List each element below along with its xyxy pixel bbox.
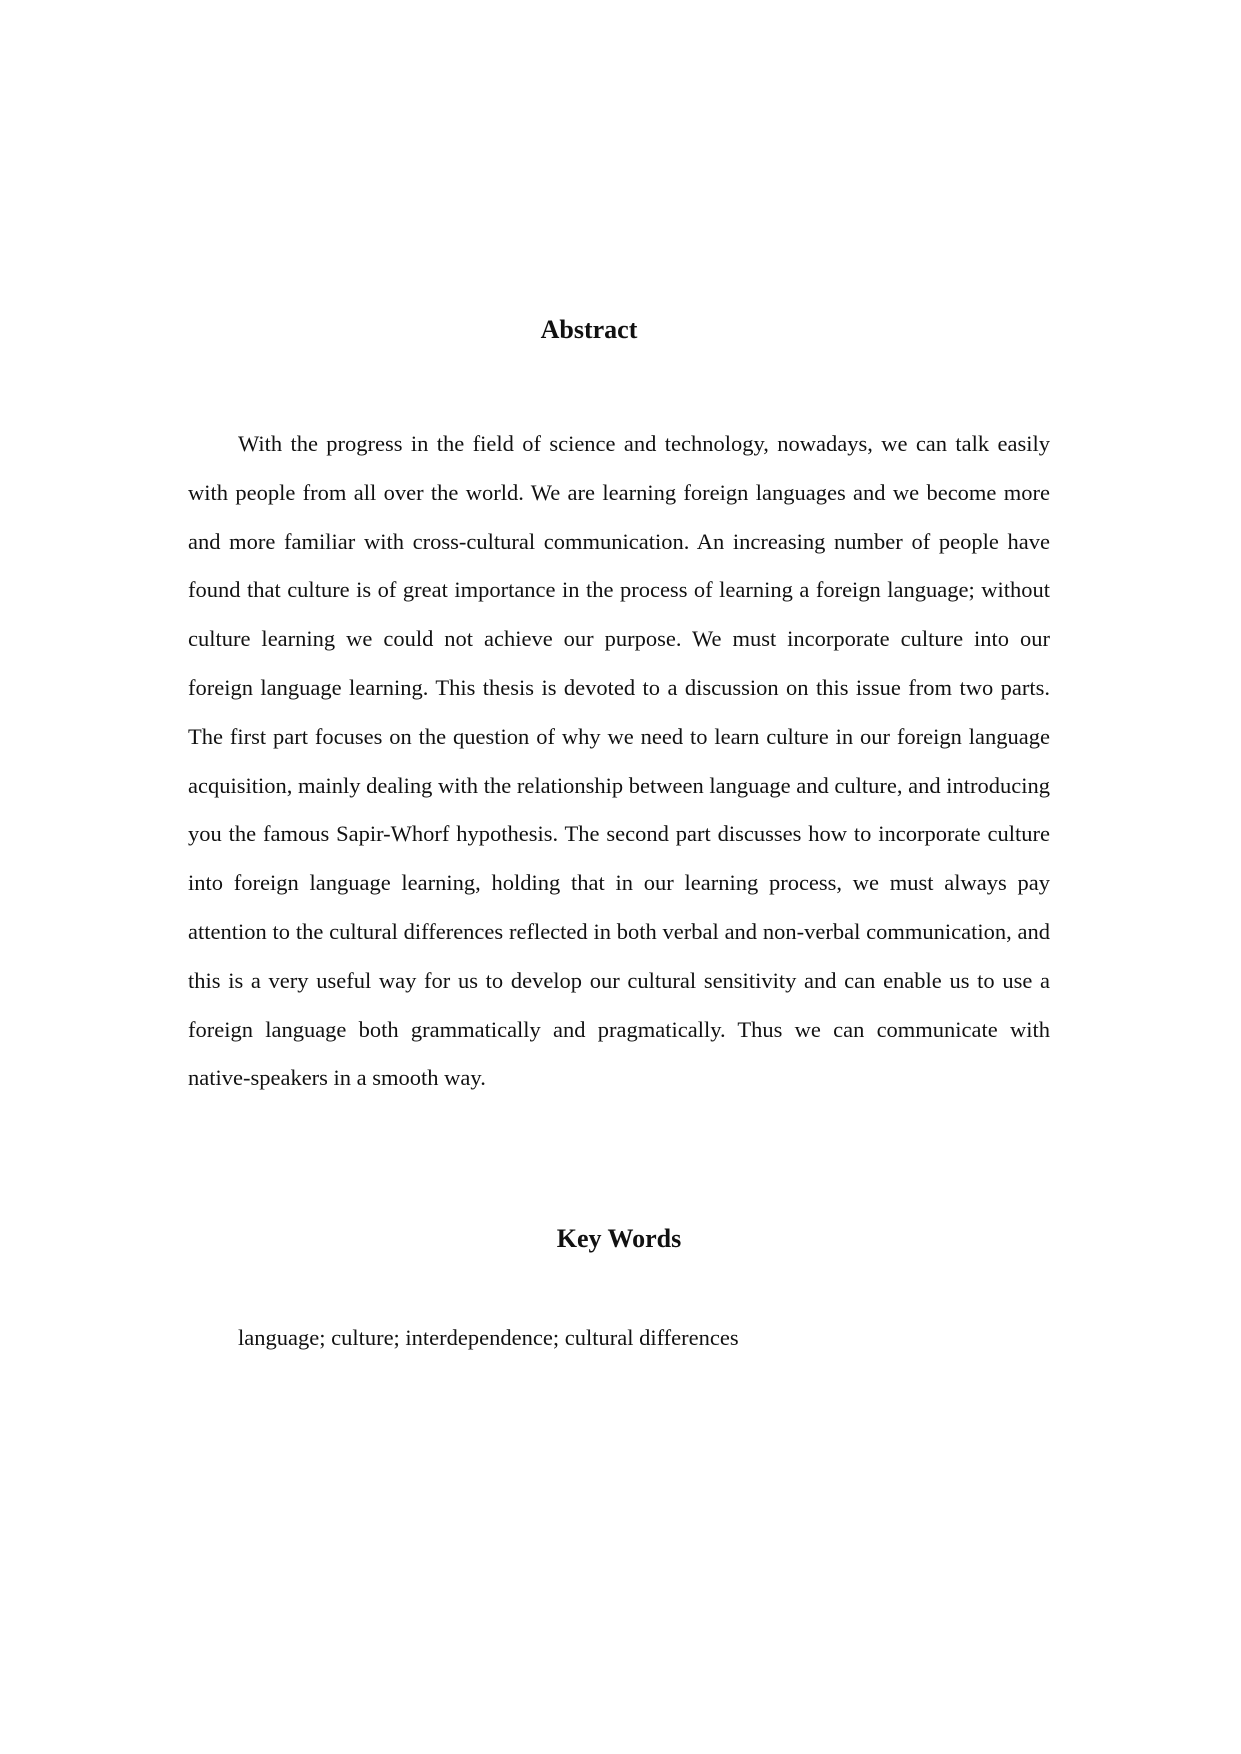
keywords-list: language; culture; interdependence; cultural differences bbox=[238, 1325, 739, 1350]
abstract-paragraph: With the progress in the field of science and technology, nowadays, we can talk easily with people from all over the world. We are learning foreign languages and we become more and more familiar with cross-cultural communication. An increasing number of people have found that culture is of great importance in the process of learning a foreign language; without culture learning we could not achieve our purpose. We must incorporate culture into our foreign language learning. This thesis is devoted to a discussion on this issue from two parts. The first part focuses on the question of why we need to learn culture in our foreign language acquisition, mainly dealing with the relationship between language and culture, and introducing you the famous Sapir-Whorf hypothesis. The second part discusses how to incorporate culture into foreign language learning, holding that in our learning process, we must always pay attention to the cultural differences reflected in both verbal and non-verbal communication, and this is a very useful way for us to develop our cultural sensitivity and can enable us to use a foreign language both grammatically and pragmatically. Thus we can communicate with native-speakers in a smooth way. bbox=[188, 431, 1050, 1091]
keywords-heading: Key Words bbox=[556, 1224, 682, 1253]
abstract-heading: Abstract bbox=[540, 315, 638, 344]
